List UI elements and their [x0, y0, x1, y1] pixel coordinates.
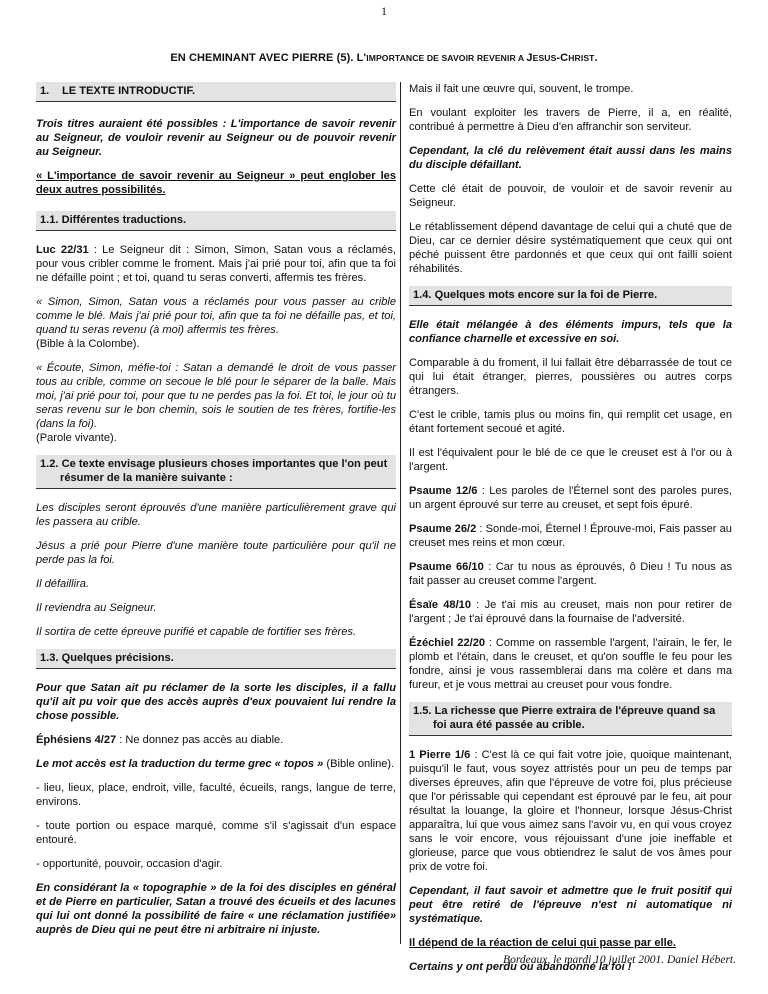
section-heading-1-3: 1.3. Quelques précisions.	[36, 649, 396, 669]
verse-ref: Psaume 12/6	[409, 485, 478, 497]
title-rest: IMPORTANCE DE SAVOIR REVENIR A	[366, 53, 527, 63]
verse-text: : C'est là ce qui fait votre joie, quoique maintenant, puisqu'il le faut, vous soyez attristés pour un peu de temps par diverses épreuves, afin que l'épreuve de votre foi, plus précieuse que l'or périssable qui cependant est éprouvé par le feu, ait pour résultat la louange, la gloire et l'honneur, lorsque Jésus-Christ apparaîtra, lui que vous aimez sans l'avoir vu, en qui vous croyez sans le voir encore, vous réjouissant d'une joie ineffable et glorieuse, parce que vous obtiendrez le salut de vos âmes pour prix de votre foi.	[409, 749, 732, 873]
title-esus: ESUS	[532, 53, 557, 63]
section-number: 1.	[40, 85, 50, 97]
emphasis-paragraph: Pour que Satan ait pu réclamer de la sorte les disciples, il a fallu qu'il ait pu voir que des accès auprès d'eux pouvaient lui rendre la chose possible.	[36, 682, 396, 722]
definition-item: - toute portion ou espace marqué, comme s'il s'agissait d'un espace entouré.	[36, 820, 396, 846]
definition-item: - opportunité, pouvoir, occasion d'agir.	[36, 858, 223, 870]
verse-ref: Éphésiens 4/27	[36, 734, 117, 746]
title-j: J	[526, 52, 533, 64]
emphasis-paragraph: Certains y ont perdu ou abandonné la foi !	[409, 961, 632, 973]
topos-source: (Bible online).	[323, 758, 395, 770]
underlined-paragraph: Il dépend de la réaction de celui qui passe par elle.	[409, 937, 676, 949]
intro-emphasis: « L'importance de savoir revenir au Seigneur » peut englober les deux autres possibilités.	[36, 170, 396, 196]
verse-ezechiel-22	[409, 636, 732, 692]
body-paragraph: En voulant exploiter les travers de Pierre, il a, en réalité, contribué à permettre à Dieu d'en affranchir son serviteur.	[409, 107, 732, 133]
body-paragraph: Comparable à du froment, il lui fallait être débarrassée de tout ce qui lui était étranger, pierres, poussières ou autres corps étrangers.	[409, 357, 732, 397]
column-divider	[400, 82, 401, 944]
emphasis-paragraph: En considérant la « topographie » de la foi des disciples en général et de Pierre en particulier, Satan a trouvé des écueils et des lacunes qui lui ont donné la possibilité de faire « une réclamation justifiée» auprès de Dieu qui ne peut être ni arbitraire ni injuste.	[36, 882, 396, 936]
verse-text: : Comme on rassemble l'argent, l'airain, le fer, le plomb et l'étain, dans le creuset, et qu'on souffle le feu pour les fondre, ainsi je vous rassemblerai dans ma colère et dans ma fureur, et je vous mettrai au creuset pour vous fondre.	[409, 637, 732, 691]
verse-ref: Ésaïe 48/10	[409, 599, 472, 611]
verse-ref: 1 Pierre 1/6	[409, 749, 471, 761]
topos-paragraph	[36, 757, 396, 771]
body-paragraph: C'est le crible, tamis plus ou moins fin, qui remplit cet usage, en étant fortement secoué et agité.	[409, 409, 732, 435]
point-paragraph: Il sortira de cette épreuve purifié et capable de fortifier ses frères.	[36, 626, 357, 638]
translation-source: (Bible à la Colombe).	[36, 338, 140, 350]
verse-esaie-48	[409, 598, 732, 626]
body-paragraph: Cette clé était de pouvoir, de vouloir et de savoir revenir au Seigneur.	[409, 183, 732, 209]
point-paragraph: Il défaillira.	[36, 578, 90, 590]
verse-text: : Les paroles de l'Éternel sont des paroles pures, un argent éprouvé sur terre au creuset, et sept fois épuré.	[409, 485, 732, 511]
verse-psaume-12	[409, 484, 732, 512]
verse-psaume-66	[409, 560, 732, 588]
section-heading-1	[36, 82, 396, 102]
section-heading-1-1: 1.1. Différentes traductions.	[36, 211, 396, 231]
section-heading-1-5: 1.5. La richesse que Pierre extraira de l'épreuve quand sa foi aura été passée au crible.	[409, 702, 732, 736]
translation-text: « Simon, Simon, Satan vous a réclamés pour vous passer au crible comme le blé. Mais j'ai prié pour toi, afin que ta foi ne défaille pas, et toi, quand tu seras revenu (à moi) affermis tes frères.	[36, 296, 396, 336]
verse-text: : Ne donnez pas accès au diable.	[116, 734, 284, 746]
verse-text: : Le Seigneur dit : Simon, Simon, Satan vous a réclamés, pour vous cribler comme le froment. Mais j'ai prié pour toi, afin que ta foi ne défaille point ; et toi, quand tu seras converti, affermis tes frères.	[36, 244, 396, 284]
verse-text: : Je t'ai mis au creuset, mais non pour retirer de l'argent ; Je t'ai éprouvé dans la fournaise de l'adversité.	[409, 599, 732, 625]
verse-1-pierre	[409, 748, 732, 874]
body-paragraph: Il est l'équivalent pour le blé de ce que le creuset est à l'or ou à l'argent.	[409, 447, 732, 473]
document-title	[0, 52, 768, 64]
verse-luc	[36, 243, 396, 285]
verse-ephesiens	[36, 733, 396, 747]
section-heading-1-4: 1.4. Quelques mots encore sur la foi de Pierre.	[409, 286, 732, 306]
verse-ref: Psaume 66/10	[409, 561, 484, 573]
title-main: EN CHEMINANT AVEC PIERRE (5). L'	[170, 52, 367, 64]
section-heading-1-2: 1.2. Ce texte envisage plusieurs choses importantes que l'on peut résumer de la manière suivante :	[36, 455, 396, 489]
emphasis-paragraph: Cependant, la clé du relèvement était aussi dans les mains du disciple défaillant.	[409, 145, 732, 171]
page-number: 1	[381, 4, 387, 18]
verse-ref: Psaume 26/2	[409, 523, 477, 535]
title-hrist: HRIST	[568, 53, 595, 63]
verse-text: : Car tu nous as éprouvés, ô Dieu ! Tu nous as fait passer au creuset comme l'argent.	[409, 561, 732, 587]
emphasis-paragraph: Elle était mélangée à des éléments impurs, tels que la confiance charnelle et excessive en soi.	[409, 319, 732, 345]
title-dot: .	[594, 52, 598, 64]
point-paragraph: Les disciples seront éprouvés d'une manière particulièrement grave qui les passera au crible.	[36, 502, 396, 528]
section-title: LE TEXTE INTRODUCTIF.	[62, 85, 196, 97]
translation-parole-vivante	[36, 361, 396, 445]
emphasis-paragraph: Cependant, il faut savoir et admettre que le fruit positif qui peut être retiré de l'épreuve n'est ni automatique ni systématique.	[409, 885, 732, 925]
verse-ref: Luc 22/31	[36, 244, 89, 256]
verse-psaume-26	[409, 522, 732, 550]
topos-text: Le mot accès est la traduction du terme grec « topos »	[36, 758, 324, 770]
definition-item: - lieu, lieux, place, endroit, ville, faculté, écueils, rangs, langue de terre, environs.	[36, 782, 396, 808]
translation-text: « Écoute, Simon, méfie-toi : Satan a demandé le droit de vous passer tous au crible, comme on secoue le blé pour le séparer de la balle. Mais moi, j'ai prié pour toi, pour que tu ne perdes pas la foi. Et toi, le jour où tu seras revenu sur le bon chemin, sois le soutien de tes frères, fortifie-les (dans la foi).	[36, 362, 396, 430]
point-paragraph: Il reviendra au Seigneur.	[36, 602, 157, 614]
translation-source: (Parole vivante).	[36, 432, 117, 444]
title-dash: -C	[556, 52, 569, 64]
right-column	[409, 82, 732, 984]
verse-ref: Ézéchiel 22/20	[409, 637, 486, 649]
point-paragraph: Jésus a prié pour Pierre d'une manière toute particulière pour qu'il ne perde pas la foi.	[36, 540, 396, 566]
intro-paragraph: Trois titres auraient été possibles : L'importance de savoir revenir au Seigneur, de vouloir revenir au Seigneur ou de pouvoir revenir au Seigneur.	[36, 118, 396, 158]
left-column	[36, 82, 396, 947]
signature-line: Bordeaux, le mardi 10 juillet 2001. Daniel Hébert.	[503, 954, 736, 966]
body-paragraph: Le rétablissement dépend davantage de celui qui a chuté que de Dieu, car ce dernier désire systématiquement que ceux qui ont péché puissent être pardonnés et que ceux qui ont failli soient réhabilités.	[409, 221, 732, 275]
translation-colombe	[36, 295, 396, 351]
verse-text: : Sonde-moi, Éternel ! Éprouve-moi, Fais passer au creuset mes reins et mon cœur.	[409, 523, 732, 549]
body-paragraph: Mais il fait une œuvre qui, souvent, le trompe.	[409, 83, 634, 95]
